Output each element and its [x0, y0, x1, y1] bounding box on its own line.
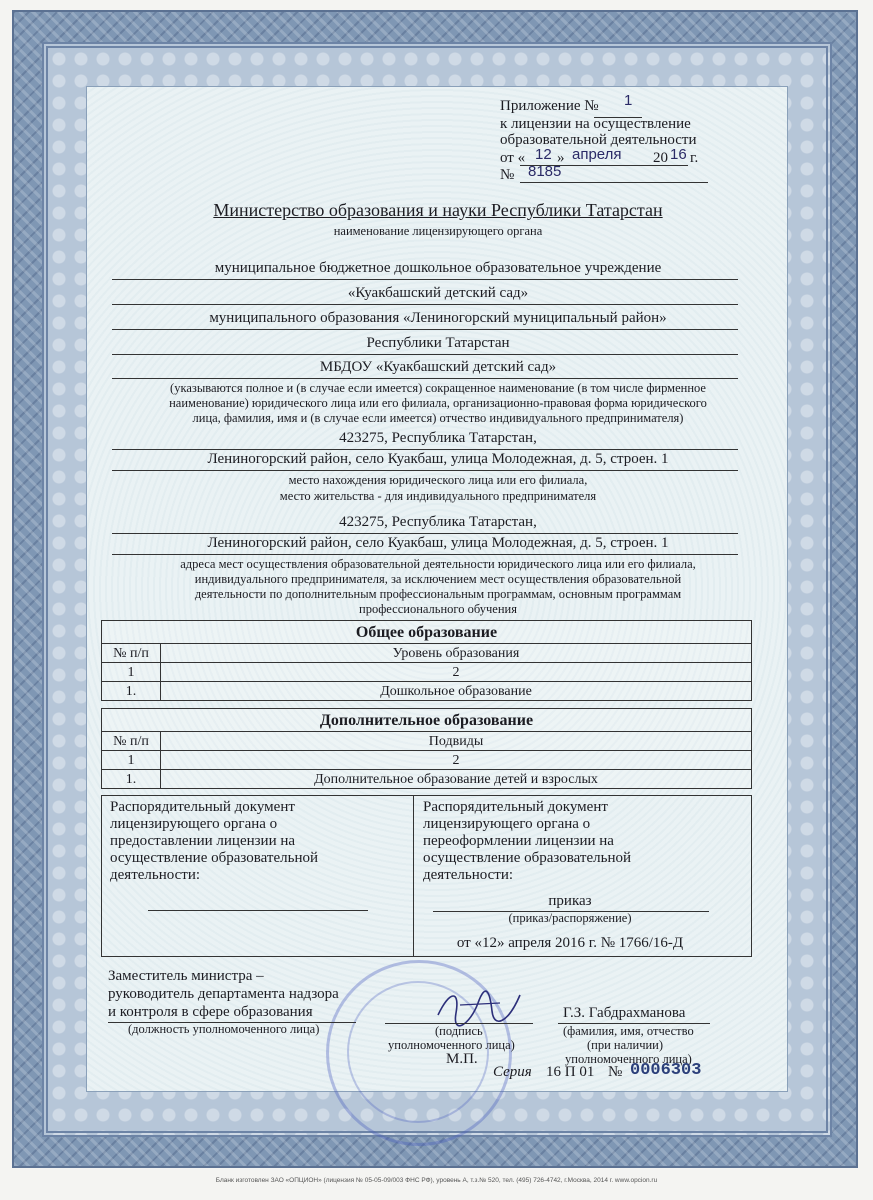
table-row: [102, 682, 752, 701]
doc-left-blank-line: [148, 910, 368, 911]
table-col-index-1: 1: [102, 663, 161, 682]
appendix-year: 16: [670, 146, 687, 163]
table-row: [102, 770, 752, 789]
location-line1: 423275, Республика Татарстан,: [339, 430, 537, 446]
appendix-line1: к лицензии на осуществление: [500, 116, 691, 132]
signer-position-line1: Заместитель министра –: [108, 968, 264, 984]
signer-name-caption2: (при наличии): [587, 1038, 664, 1052]
signer-position-caption: (должность уполномоченного лица): [128, 1022, 320, 1036]
table-cell-level: Дошкольное образование: [161, 682, 752, 701]
doc-right-type: приказ: [548, 893, 592, 909]
appendix-date-from: от «: [500, 150, 526, 166]
activity-address-line1: 423275, Республика Татарстан,: [339, 514, 537, 530]
licensee-line4: Республики Татарстан: [366, 335, 510, 351]
licensee-line2: «Куакбашский детский сад»: [347, 285, 529, 301]
signer-position-line3: и контроля в сфере образования: [108, 1004, 313, 1020]
appendix-label: Приложение №: [500, 98, 599, 114]
licensee-line3: муниципального образования «Лениногорский муниципальный район»: [209, 310, 667, 326]
general-education-title: Общее образование: [102, 621, 752, 644]
doc-left-line5: деятельности:: [110, 867, 201, 883]
doc-left-line3: предоставлении лицензии на: [110, 833, 296, 849]
doc-right-line5: деятельности:: [423, 867, 514, 883]
general-education-table: [101, 620, 752, 701]
licensing-authority-name: Министерство образования и науки Республики Татарстан: [213, 200, 663, 220]
table-header-level: Уровень образования: [161, 644, 752, 663]
appendix-line2: образовательной деятельности: [500, 132, 697, 148]
additional-education-title: Дополнительное образование: [102, 709, 752, 732]
activity-address-caption2: индивидуального предпринимателя, за исключением мест осуществления образовательной: [194, 572, 682, 586]
doc-right-type-caption: (приказ/распоряжение): [508, 911, 632, 925]
appendix-month: апреля: [572, 146, 622, 163]
doc-right-line1: Распорядительный документ: [423, 799, 608, 815]
table-col-index-2: 2: [161, 751, 752, 770]
appendix-date-mid: »: [557, 150, 565, 166]
license-number: 8185: [528, 163, 562, 180]
seal-place-label: М.П.: [446, 1051, 478, 1067]
series-value: 16 П 01: [546, 1064, 595, 1080]
licensee-caption3: лица, фамилия, имя и (в случае если имеется) отчество индивидуального предпринимателя): [192, 411, 684, 425]
table-col-index-2: 2: [161, 663, 752, 682]
licensee-line4-rule: [112, 354, 738, 355]
signer-name-caption1: (фамилия, имя, отчество: [563, 1024, 694, 1038]
additional-education-table: [101, 708, 752, 789]
appendix-day: 12: [535, 146, 552, 163]
table-header-subtype: Подвиды: [161, 732, 752, 751]
licensee-line2-rule: [112, 304, 738, 305]
series-label: Серия: [493, 1064, 532, 1080]
doc-right-line2: лицензирующего органа о: [423, 816, 591, 832]
signer-position-line2: руководитель департамента надзора: [108, 986, 339, 1002]
table-col-index-1: 1: [102, 751, 161, 770]
license-number-line: [520, 182, 708, 183]
appendix-num-label: №: [500, 167, 515, 183]
signature-caption1: (подпись: [435, 1024, 483, 1038]
doc-left-line4: осуществление образовательной: [110, 850, 318, 866]
licensee-line5-rule: [112, 378, 738, 379]
documents-divider: [413, 795, 414, 957]
licensee-line1-rule: [112, 279, 738, 280]
table-header-number: № п/п: [102, 644, 161, 663]
activity-address-line1-rule: [112, 533, 738, 534]
licensee-line3-rule: [112, 329, 738, 330]
location-caption1: место нахождения юридического лица или его филиала,: [288, 473, 588, 487]
activity-address-caption3: деятельности по дополнительным профессиональным программам, основным программам: [194, 587, 682, 601]
location-line2: Лениногорский район, село Куакбаш, улица Молодежная, д. 5, строен. 1: [207, 451, 669, 467]
location-caption2: место жительства - для индивидуального предпринимателя: [279, 489, 597, 503]
licensee-caption1: (указываются полное и (в случае если имеется) сокращенное наименование (в том числе фирменное: [170, 381, 706, 395]
location-line1-rule: [112, 449, 738, 450]
licensee-caption2: наименование) юридического лица или его филиала, организационно-правовая форма юридического: [169, 396, 707, 410]
series-num-label: №: [608, 1064, 623, 1080]
table-cell-subtype: Дополнительное образование детей и взрослых: [161, 770, 752, 789]
doc-right-line3: переоформлении лицензии на: [423, 833, 614, 849]
appendix-year-prefix: 20: [653, 150, 668, 166]
activity-address-caption4: профессионального обучения: [359, 602, 517, 616]
series-number: 0006303: [630, 1061, 702, 1080]
signer-name-caption3: уполномоченного лица): [565, 1052, 692, 1066]
licensing-authority-caption: наименование лицензирующего органа: [333, 224, 543, 238]
licensee-short-name: МБДОУ «Куакбашский детский сад»: [319, 359, 557, 375]
appendix-year-suffix: г.: [690, 150, 699, 166]
blank-manufacturer-footer: Бланк изготовлен ЗАО «ОПЦИОН» (лицензия № 05-05-09/003 ФНС РФ), уровень А, т.з.№ 520, тел. (495) 726-4742, г.Москва, 2014 г. www.opcion.ru: [215, 1177, 658, 1184]
activity-address-caption1: адреса мест осуществления образовательной деятельности юридического лица или его филиала,: [180, 557, 696, 571]
table-cell-number: 1.: [102, 770, 161, 789]
doc-left-line1: Распорядительный документ: [110, 799, 295, 815]
appendix-number: 1: [624, 92, 633, 109]
activity-address-line2: Лениногорский район, село Куакбаш, улица Молодежная, д. 5, строен. 1: [207, 535, 669, 551]
doc-right-order: от «12» апреля 2016 г. № 1766/16-Д: [456, 935, 684, 951]
licensee-line1: муниципальное бюджетное дошкольное образовательное учреждение: [214, 260, 662, 276]
table-header-number: № п/п: [102, 732, 161, 751]
location-line2-rule: [112, 470, 738, 471]
doc-left-line2: лицензирующего органа о: [110, 816, 278, 832]
doc-right-line4: осуществление образовательной: [423, 850, 631, 866]
table-cell-number: 1.: [102, 682, 161, 701]
activity-address-line2-rule: [112, 554, 738, 555]
signer-name: Г.З. Габдрахманова: [563, 1005, 686, 1021]
signature-caption2: уполномоченного лица): [388, 1038, 515, 1052]
